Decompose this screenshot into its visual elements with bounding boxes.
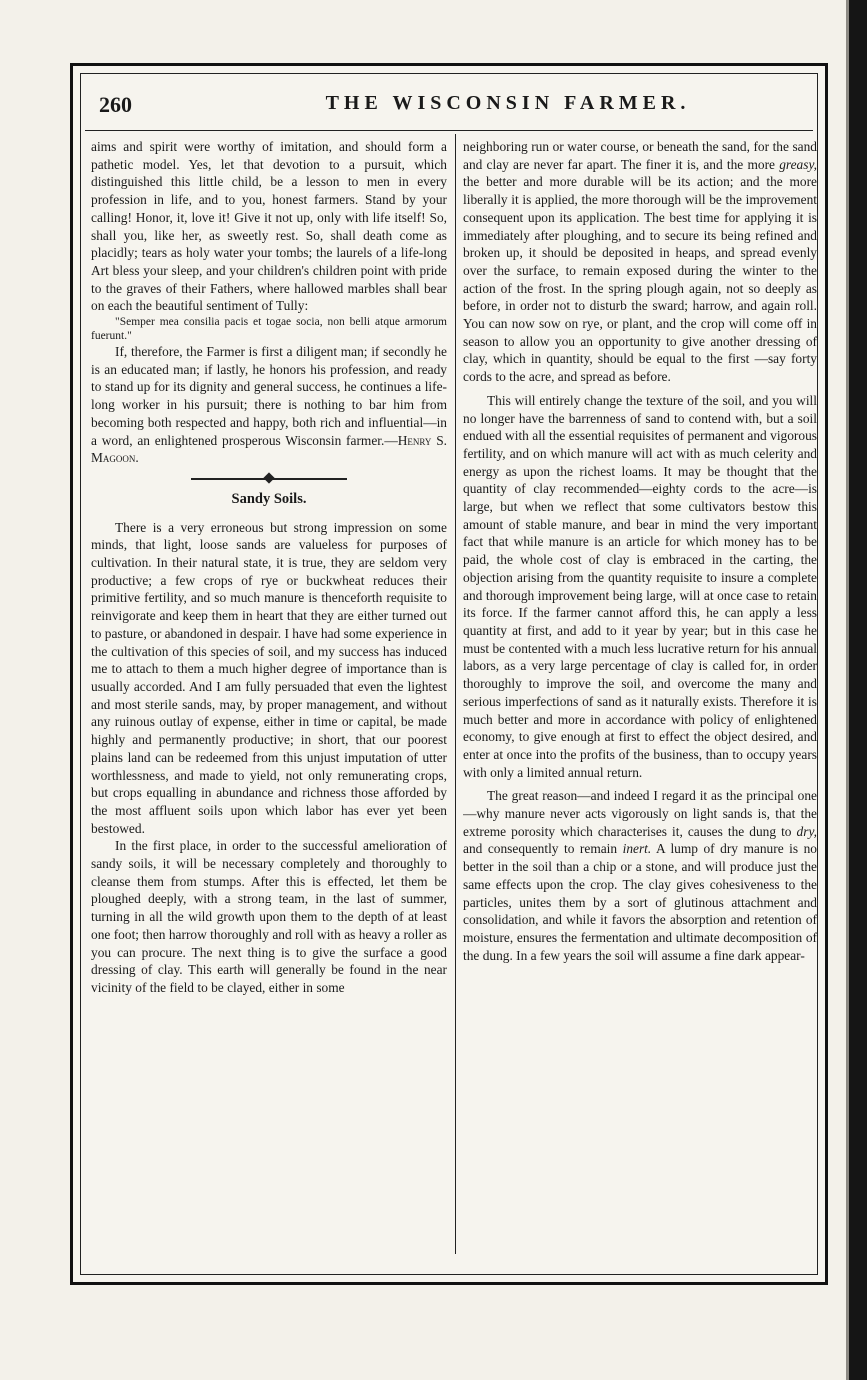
book-spine (849, 0, 867, 1380)
section-divider (91, 471, 447, 485)
paragraph (463, 787, 817, 964)
paragraph (463, 138, 817, 386)
text-run: the better and more durable will be its action; and the more liberally it is applied, the more thorough will be the improvement consequent upon its application. The best time for applying it is immediately after ploughing, and to secure its being refined and broken up, it should be deposited in heaps, and spread evenly over the surface, to remain exposed during the winter to the action of the frost. In the spring plough again, not so deeply as before, in order not to disturb the sward; harrow, and again roll. You can now sow on rye, or plant, and the crop will come off in season to allow you an opportunity to give another dressing of clay, which in quantity, should be equal to the first —say forty cords to the acre, and spread as before. (463, 174, 817, 385)
paragraph: There is a very erroneous but strong impression on some minds, that light, loose sands are valueless for purposes of cultivation. In their natural state, it is true, they are seldom very productive; a few crops of rye or buckwheat reduces their primitive fertility, and so much manure is thenceforth requisite to reinvigorate and keep them in heart that they are either turned out to pasture, or abandoned in despair. I have had some experience in the cultivation of this species of soil, and my success has induced me to attach to them a much higher degree of importance than is usually accorded. And I am fully persuaded that even the lightest and most sterile sands, may, by proper management, and without any ruinous outlay of expense, either in time or capital, be made highly and permanently productive; in short, that our poorest plains land can be redeemed from this unjust imputation of utter worthlessness, and made to yield, not only remunerating crops, but crops equalling in abundance and richness those afforded by the most affluent soils upon which labor has ever yet been bestowed. (91, 519, 447, 836)
page-header (93, 92, 805, 128)
header-rule (85, 130, 813, 131)
page-border (70, 63, 828, 1285)
text-run: and consequently to remain (463, 841, 623, 857)
text-run: The great reason—and indeed I regard it as the principal one—why manure never acts vigorously on light sands is, that the extreme porosity which characterises it, causes the dung to (463, 788, 817, 839)
page-number: 260 (99, 92, 132, 117)
paragraph: In the first place, in order to the successful amelioration of sandy soils, it will be necessary completely and thoroughly to cleanse them from stumps. After this is effected, let them be ploughed deeply, with a strong team, in the last of summer, turning in all the wild growth upon them to the depth of at least one foot; then harrow thoroughly and roll with as heavy a roller as you can procure. The next thing is to give the surface a good dressing of clay. This earth will generally be found in the near vicinity of the field to be clayed, either in some (91, 838, 447, 995)
paragraph-text: If, therefore, the Farmer is first a diligent man; if secondly he is an educated man; if lastly, he honors his profession, and ready to stand up for its dignity and general success, he continues a life-long worker in his pursuit; there is nothing to bar him from becoming both respected and happy, both rich and influential—in a word, an enlightened prosperous Wisconsin farmer.— (91, 344, 447, 448)
page-inner-border (80, 73, 818, 1275)
latin-quote: "Semper mea consilia pacis et togae socia, non belli atque armorum fuerunt." (91, 316, 447, 343)
left-column (91, 138, 447, 1254)
running-title: THE WISCONSIN FARMER. (325, 92, 691, 114)
paragraph (91, 343, 447, 467)
right-column (463, 138, 817, 1254)
text-run: neighboring run or water course, or beneath the sand, for the sand and clay are never far apart. The finer it is, and the more (463, 139, 817, 172)
paragraph: aims and spirit were worthy of imitation, and should form a pathetic model. Yes, let that devotion to a pursuit, which distinguished this little child, be a lesson to men in every profession in life, and to you, honest farmers. Stand by your calling! Honor, it, love it! Give it not up, only with life itself! So, shall you, like her, as sweetly rest. So, shall death come as placidly; tears as holy water your tombs; the laurels of a life-long Art bless your sleep, and your children's children point with pride to the graves of their Fathers, where hallowed marbles shall bear on each the beautiful sentiment of Tully: (91, 139, 447, 314)
italic-text: dry, (796, 823, 817, 839)
author-signature: Henry S. Magoon. (91, 432, 447, 466)
section-title: Sandy Soils. (231, 490, 307, 507)
column-divider (455, 134, 456, 1254)
italic-text: inert. (622, 841, 652, 857)
text-run: A lump of dry manure is no better in the soil than a chip or a stone, and will produce just the same effects upon the crop. The clay gives cohesiveness to the particles, unites them by a sort of glutinous attachment and consolidation, and while it favors the absorption and retention of moisture, ensures the fermentation and ultimate decomposition of the dung. In a few years the soil will assume a fine dark appear- (463, 841, 817, 963)
italic-text: greasy, (779, 156, 817, 172)
paragraph: This will entirely change the texture of the soil, and you will no longer have the barrenness of sand to contend with, but a soil endued with all the essential requisites of permanent and vigorous fertility, and on which manure will act with as much celerity and energy as upon the richest loams. It may be thought that the quantity of clay recommended—eighty cords to the acre—is large, but when we reflect that some cultivators bestow this amount of stable manure, and bear in mind the very important fact that while manure is an article for which money has to be paid, the whole cost of clay is embraced in the carting, the objection arising from the quantity requisite to insure a complete and thorough improvement being large, will at once case to retain its force. If the farmer cannot afford this, he can apply a less quantity at first, and add to it year by year; but in this case he must be contented with a much less lucrative return for his annual labors, as a very large percentage of clay is called for, in order thoroughly to improve the soil, and overcome the many and serious imperfections of sand as it naturally exists. Therefore it is much better and more in accordance with policy of enlightened economy, to give enough at first to effect the object desired, and enter at once into the profits of the business, than to occupy years with only a limited annual return. (463, 392, 817, 780)
divider-ornament (263, 472, 274, 483)
